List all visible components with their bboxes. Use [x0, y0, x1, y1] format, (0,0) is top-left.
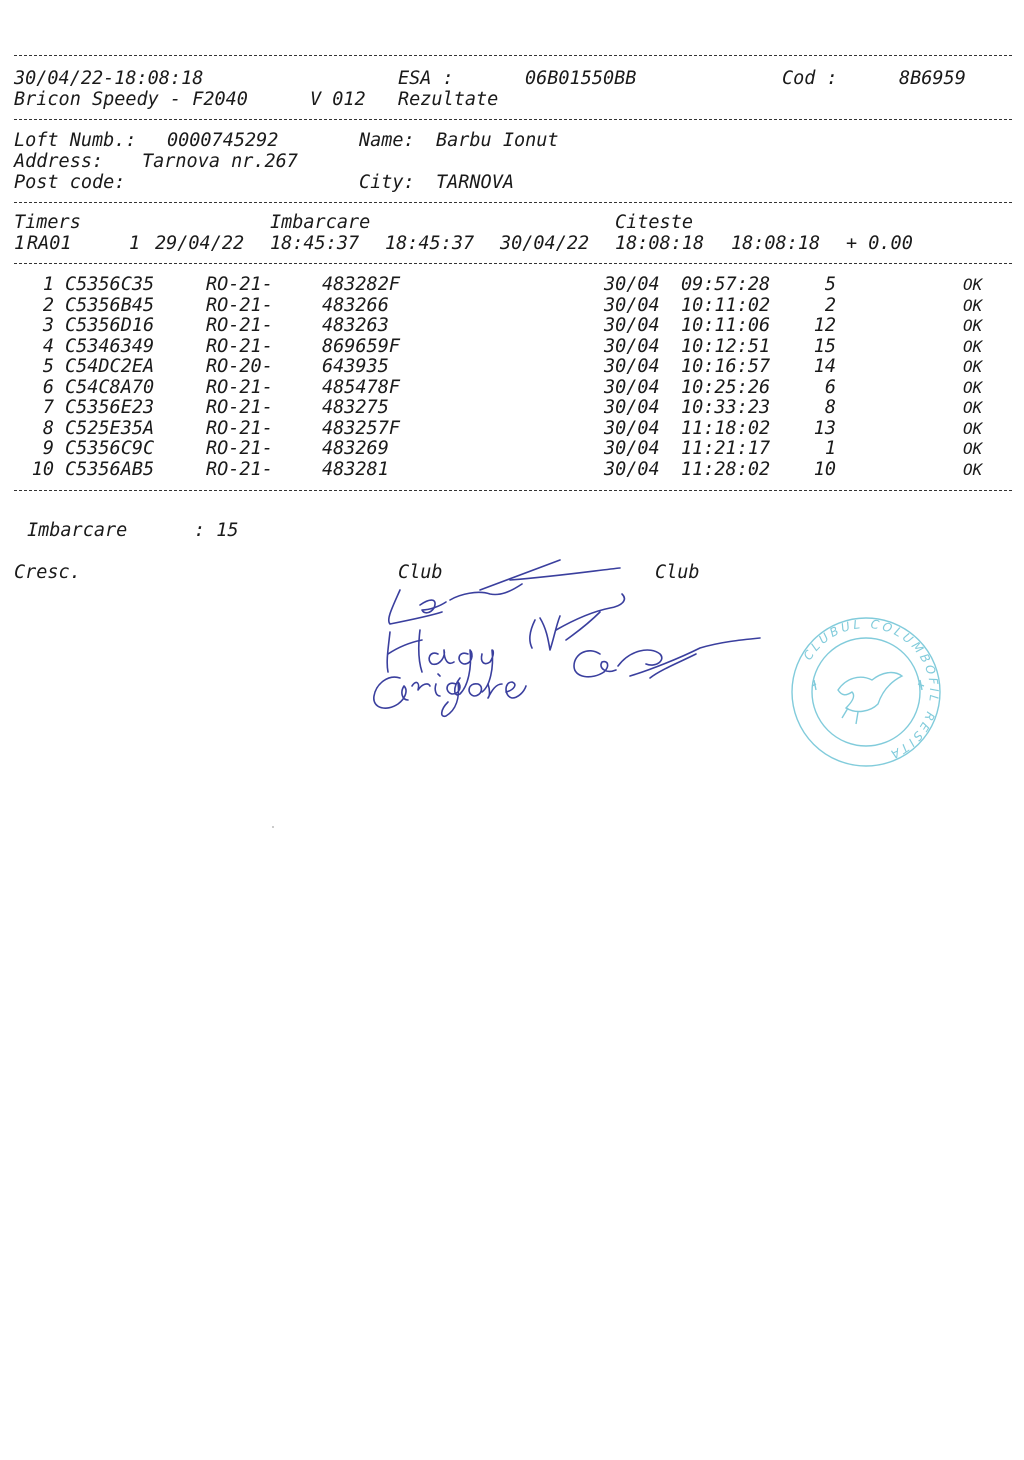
timer-index: 1: [14, 233, 26, 254]
row-position: 10: [31, 458, 54, 480]
row-time: 11:28:02: [681, 458, 771, 480]
row-ring-number: 483257F: [322, 417, 400, 439]
row-nr: 12: [813, 315, 836, 336]
device-name: Bricon Speedy - F2040: [14, 89, 248, 110]
row-date: 30/04: [604, 294, 660, 316]
timers-label: Timers: [14, 212, 81, 233]
cod-label: Cod :: [782, 68, 838, 89]
esa-value: 06B01550BB: [525, 68, 637, 89]
row-chip-id: C54DC2EA: [65, 356, 155, 377]
row-ring-number: 483269: [322, 438, 389, 459]
row-chip-id: C5356C9C: [65, 438, 155, 459]
esa-label: ESA :: [398, 68, 454, 89]
timer-cit-date: 30/04/22: [500, 233, 590, 254]
row-country-code: RO-21-: [206, 335, 273, 357]
timer-imb-time2: 18:45:37: [385, 233, 475, 254]
row-status: OK: [963, 295, 983, 315]
row-date: 30/04: [604, 315, 660, 336]
row-date: 30/04: [604, 376, 660, 398]
row-time: 10:11:02: [681, 294, 771, 316]
row-chip-id: C5346349: [65, 335, 155, 357]
row-date: 30/04: [604, 438, 660, 459]
row-position: 3: [42, 315, 54, 336]
row-status: OK: [963, 439, 983, 458]
row-nr: 6: [824, 376, 836, 398]
row-status: OK: [963, 418, 983, 438]
row-country-code: RO-21-: [206, 458, 273, 480]
row-nr: 10: [813, 458, 836, 480]
row-position: 8: [42, 417, 54, 439]
row-nr: 1: [824, 438, 836, 459]
row-position: 6: [42, 376, 54, 398]
row-time: 10:25:26: [681, 376, 771, 398]
row-country-code: RO-21-: [206, 376, 273, 398]
row-ring-number: 643935: [322, 356, 389, 377]
row-time: 11:21:17: [681, 438, 771, 459]
separator-header: [14, 119, 1012, 120]
row-time: 10:33:23: [681, 397, 771, 418]
row-status: OK: [963, 377, 983, 397]
imbarcare-header: Imbarcare: [270, 212, 371, 233]
separator-results: [14, 490, 1012, 491]
row-nr: 13: [813, 417, 836, 439]
row-ring-number: 483275: [322, 397, 389, 418]
timer-id: RA01: [27, 233, 72, 254]
row-nr: 14: [813, 356, 836, 377]
row-ring-number: 869659F: [322, 335, 400, 357]
row-nr: 8: [824, 397, 836, 418]
address-value: Tarnova nr.267: [142, 151, 298, 172]
row-position: 4: [42, 335, 54, 357]
row-ring-number: 485478F: [322, 376, 400, 398]
timer-imb-date: 29/04/22: [155, 233, 245, 254]
row-status: OK: [963, 316, 983, 335]
row-chip-id: C5356E23: [65, 397, 155, 418]
device-version: V 012: [310, 89, 366, 110]
club-label-2: Club: [655, 562, 700, 583]
row-nr: 2: [824, 294, 836, 316]
row-country-code: RO-21-: [206, 438, 273, 459]
row-position: 2: [42, 294, 54, 316]
separator-top: [14, 55, 1012, 56]
row-country-code: RO-21-: [206, 294, 273, 316]
row-status: OK: [963, 336, 983, 356]
row-time: 11:18:02: [681, 417, 771, 439]
row-status: OK: [963, 459, 983, 479]
row-country-code: RO-20-: [206, 356, 273, 377]
row-time: 10:16:57: [681, 356, 771, 377]
row-time: 10:12:51: [681, 335, 771, 357]
row-country-code: RO-21-: [206, 315, 273, 336]
row-chip-id: C5356B45: [65, 294, 155, 316]
row-ring-number: 483266: [322, 294, 389, 316]
row-date: 30/04: [604, 397, 660, 418]
row-nr: 15: [813, 335, 836, 357]
row-position: 1: [42, 274, 54, 295]
loft-numb-label: Loft Numb.:: [14, 130, 137, 151]
separator-loft: [14, 202, 1012, 203]
row-date: 30/04: [604, 274, 660, 295]
separator-timers: [14, 263, 1012, 264]
signatures-image: [360, 550, 780, 720]
footer-imbarcare-value: : 15: [194, 520, 239, 541]
row-ring-number: 483263: [322, 315, 389, 336]
row-date: 30/04: [604, 458, 660, 480]
city-value: TARNOVA: [436, 172, 514, 193]
row-chip-id: C5356D16: [65, 315, 155, 336]
cod-value: 8B6959: [899, 68, 966, 89]
row-position: 9: [42, 438, 54, 459]
row-nr: 5: [824, 274, 836, 295]
loft-numb-value: 0000745292: [167, 130, 279, 151]
scan-speck: [272, 826, 274, 828]
row-date: 30/04: [604, 417, 660, 439]
timer-cit-time1: 18:08:18: [615, 233, 705, 254]
timer-num: 1: [129, 233, 141, 254]
citeste-header: Citeste: [615, 212, 693, 233]
row-position: 7: [42, 397, 54, 418]
row-status: OK: [963, 275, 983, 294]
name-value: Barbu Ionut: [436, 130, 559, 151]
row-status: OK: [963, 398, 983, 417]
row-time: 09:57:28: [681, 274, 771, 295]
row-chip-id: C54C8A70: [65, 376, 155, 398]
row-ring-number: 483282F: [322, 274, 400, 295]
row-chip-id: C5356AB5: [65, 458, 155, 480]
report-type: Rezultate: [398, 89, 499, 110]
row-country-code: RO-21-: [206, 397, 273, 418]
row-chip-id: C5356C35: [65, 274, 155, 295]
club-label-1: Club: [398, 562, 443, 583]
row-ring-number: 483281: [322, 458, 389, 480]
name-label: Name:: [359, 130, 415, 151]
city-label: City:: [359, 172, 415, 193]
row-country-code: RO-21-: [206, 417, 273, 439]
row-time: 10:11:06: [681, 315, 771, 336]
row-chip-id: C525E35A: [65, 417, 155, 439]
row-position: 5: [42, 356, 54, 377]
header-datetime: 30/04/22-18:08:18: [14, 68, 204, 89]
row-status: OK: [963, 357, 983, 376]
timer-offset: + 0.00: [846, 233, 913, 254]
stamp-text: CLUBUL COLUMBOFIL RESITA: [800, 616, 942, 763]
club-stamp: [786, 612, 946, 772]
postcode-label: Post code:: [14, 172, 126, 193]
timer-imb-time1: 18:45:37: [270, 233, 360, 254]
address-label: Address:: [14, 151, 104, 172]
cresc-label: Cresc.: [14, 562, 81, 583]
footer-imbarcare-label: Imbarcare: [27, 520, 128, 541]
row-date: 30/04: [604, 356, 660, 377]
row-country-code: RO-21-: [206, 274, 273, 295]
row-date: 30/04: [604, 335, 660, 357]
timer-cit-time2: 18:08:18: [731, 233, 821, 254]
